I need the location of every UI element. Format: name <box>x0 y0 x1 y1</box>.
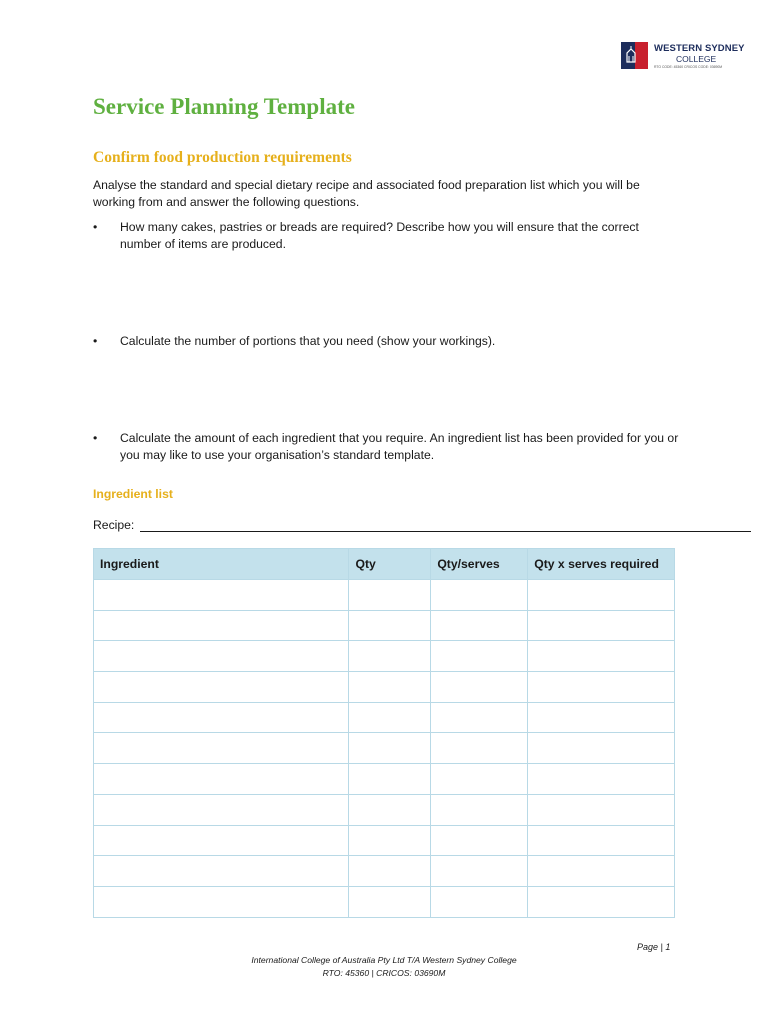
footer-company: International College of Australia Pty Ltd T/A Western Sydney College <box>251 955 517 965</box>
bullet-text: How many cakes, pastries or breads are required? Describe how you will ensure that the correct number of items are produced. <box>120 220 639 251</box>
bullet-text: Calculate the amount of each ingredient that you require. An ingredient list has been provided for you or you may like to use your organisation’s standard template. <box>120 431 679 462</box>
footer-codes: RTO: 45360 | CRICOS: 03690M <box>322 968 446 978</box>
bullet-dot: • <box>93 220 98 234</box>
table-cell[interactable] <box>349 794 431 825</box>
table-cell[interactable] <box>431 764 528 795</box>
table-cell[interactable] <box>431 580 528 611</box>
table-cell[interactable] <box>349 764 431 795</box>
page-title: Service Planning Template <box>93 94 355 119</box>
table-cell[interactable] <box>349 702 431 733</box>
table-row <box>94 641 675 672</box>
table-cell[interactable] <box>94 825 349 856</box>
table-cell[interactable] <box>94 641 349 672</box>
table-cell[interactable] <box>94 733 349 764</box>
table-row <box>94 702 675 733</box>
table-cell[interactable] <box>431 702 528 733</box>
table-cell[interactable] <box>431 733 528 764</box>
table-cell[interactable] <box>349 641 431 672</box>
table-row <box>94 672 675 703</box>
table-body <box>94 580 675 918</box>
table-cell[interactable] <box>528 825 675 856</box>
bullet-text: Calculate the number of portions that you need (show your workings). <box>120 334 496 348</box>
logo-name-line1: WESTERN SYDNEY <box>654 43 745 54</box>
table-cell[interactable] <box>431 610 528 641</box>
table-cell[interactable] <box>349 856 431 887</box>
table-cell[interactable] <box>349 580 431 611</box>
header-qty-serves: Qty/serves <box>431 549 528 580</box>
table-cell[interactable] <box>94 764 349 795</box>
table-cell[interactable] <box>349 610 431 641</box>
table-row <box>94 886 675 917</box>
table-cell[interactable] <box>94 580 349 611</box>
table-row <box>94 580 675 611</box>
table-cell[interactable] <box>94 856 349 887</box>
table-cell[interactable] <box>94 672 349 703</box>
table-row <box>94 610 675 641</box>
table-cell[interactable] <box>528 794 675 825</box>
logo-name-line2: COLLEGE <box>676 54 717 64</box>
table-cell[interactable] <box>431 794 528 825</box>
table-header-row <box>94 549 675 580</box>
table-cell[interactable] <box>528 610 675 641</box>
bullet-item <box>93 219 683 253</box>
section-subtitle: Confirm food production requirements <box>93 149 352 166</box>
ingredient-table <box>93 548 675 918</box>
table-cell[interactable] <box>528 764 675 795</box>
table-cell[interactable] <box>349 672 431 703</box>
table-cell[interactable] <box>528 641 675 672</box>
table-cell[interactable] <box>94 702 349 733</box>
table-cell[interactable] <box>431 825 528 856</box>
table-cell[interactable] <box>528 672 675 703</box>
ingredient-list-heading: Ingredient list <box>93 487 173 501</box>
table-cell[interactable] <box>349 886 431 917</box>
table-cell[interactable] <box>431 886 528 917</box>
table-cell[interactable] <box>94 610 349 641</box>
table-cell[interactable] <box>528 702 675 733</box>
table-cell[interactable] <box>94 794 349 825</box>
table-row <box>94 856 675 887</box>
table-cell[interactable] <box>528 733 675 764</box>
intro-paragraph: Analyse the standard and special dietary recipe and associated food preparation list which you will be working from and answer the following questions. <box>93 178 640 209</box>
table-cell[interactable] <box>528 856 675 887</box>
bullet-item <box>93 333 683 350</box>
table-row <box>94 794 675 825</box>
table-row <box>94 733 675 764</box>
header-qty-x-serves: Qty x serves required <box>528 549 675 580</box>
college-logo <box>621 42 745 72</box>
table-row <box>94 825 675 856</box>
recipe-input-line[interactable] <box>140 531 751 532</box>
table-row <box>94 764 675 795</box>
table-cell[interactable] <box>349 825 431 856</box>
logo-code-text: RTO CODE: 45360 CRICOS CODE: 03690M <box>654 65 723 69</box>
table-cell[interactable] <box>431 856 528 887</box>
recipe-label: Recipe: <box>93 518 135 532</box>
bullet-dot: • <box>93 334 98 348</box>
table-cell[interactable] <box>528 580 675 611</box>
page-number: Page | 1 <box>637 942 671 952</box>
table-cell[interactable] <box>94 886 349 917</box>
bullet-item <box>93 430 683 464</box>
table-cell[interactable] <box>431 641 528 672</box>
table-cell[interactable] <box>349 733 431 764</box>
header-ingredient: Ingredient <box>94 549 349 580</box>
table-cell[interactable] <box>431 672 528 703</box>
college-crest-icon <box>621 42 648 69</box>
table-cell[interactable] <box>528 886 675 917</box>
bullet-dot: • <box>93 431 98 445</box>
header-qty: Qty <box>349 549 431 580</box>
